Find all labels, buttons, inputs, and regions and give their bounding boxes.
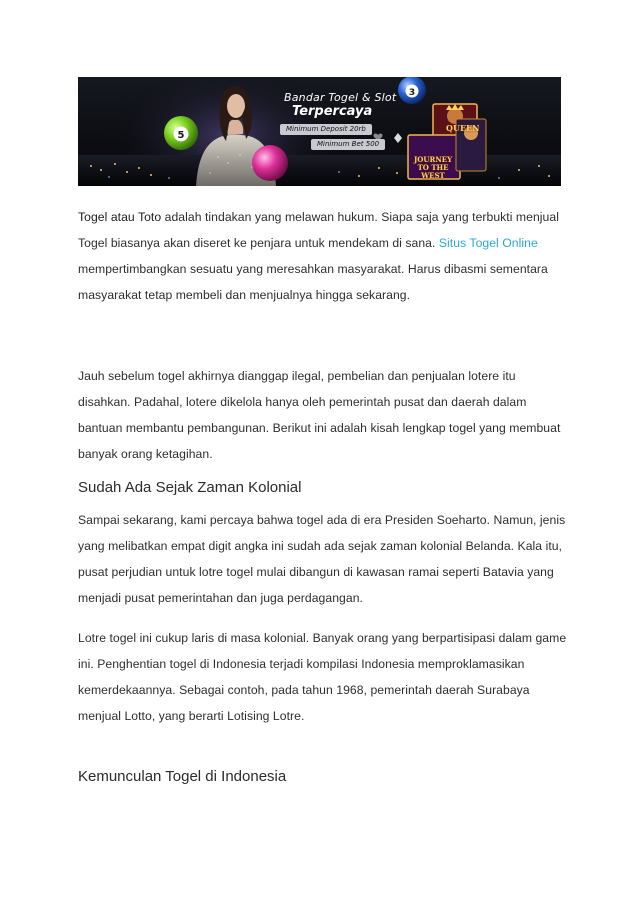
section-heading-colonial: Sudah Ada Sejak Zaman Kolonial xyxy=(78,479,302,496)
paragraph-lotre: Lotre togel ini cukup laris di masa kolonial. Banyak orang yang berpartisipasi dalam game ini. Penghentian togel di Indonesia terjadi kompilasi Indonesia memproklamasikan kemerdekaannya. Sebagai contoh, pada tahun 1968, pemerintah daerah Surabaya menjual Lotto, yang berarti Lotising Lotre. xyxy=(78,631,567,723)
ball-left-number: 5 xyxy=(177,130,185,141)
queen-game-title: QUEEN xyxy=(446,123,480,133)
lead-term: Togel atau Toto xyxy=(78,210,162,224)
intro-text-b: mempertimbangkan sesuatu yang meresahkan masyarakat. Harus dibasmi sementara masyarakat tetap membeli dan menjualnya hingga sekarang. xyxy=(78,262,548,302)
banner-title-line1: Bandar Togel & Slot xyxy=(284,91,397,104)
journey-west-game-title xyxy=(414,156,452,180)
minimum-deposit-badge: Minimum Deposit 20rb xyxy=(280,124,372,135)
lottery-ball-pink xyxy=(252,145,288,181)
intro-text-a: adalah tindakan yang melawan hukum. Siapa saja yang terbukti menjual Togel biasanya akan diseret ke penjara untuk mendekam di sana. xyxy=(78,210,559,250)
minimum-bet-badge: Minimum Bet 500 xyxy=(311,139,385,150)
promo-banner xyxy=(78,77,561,186)
situs-togel-online-link[interactable]: Situs Togel Online xyxy=(438,236,538,250)
paragraph-intro xyxy=(78,204,568,308)
section-heading-kemunculan: Kemunculan Togel di Indonesia xyxy=(78,768,287,785)
paragraph-colonial: Sampai sekarang, kami percaya bahwa togel ada di era Presiden Soeharto. Namun, jenis yang melibatkan empat digit angka ini sudah ada sejak zaman kolonial Belanda. Kala itu, pusat perjudian untuk lotre togel mulai dibangun di kawasan ramai seperti Batavia yang menjadi pusat pemerintahan dan juga perdagangan. xyxy=(78,513,566,605)
paragraph-history: Jauh sebelum togel akhirnya dianggap ilegal, pembelian dan penjualan lotere itu disahkan. Padahal, lotere dikelola hanya oleh pemerintah pusat dan daerah dalam bantuan membantu pembangunan. Berikut ini adalah kisah lengkap togel yang membuat banyak orang ketagihan. xyxy=(78,369,561,461)
ball-right-number: 3 xyxy=(408,88,416,98)
banner-title-line2: Terpercaya xyxy=(292,104,373,119)
journey-west-label: JOURNEY TO THE WEST xyxy=(414,155,453,180)
